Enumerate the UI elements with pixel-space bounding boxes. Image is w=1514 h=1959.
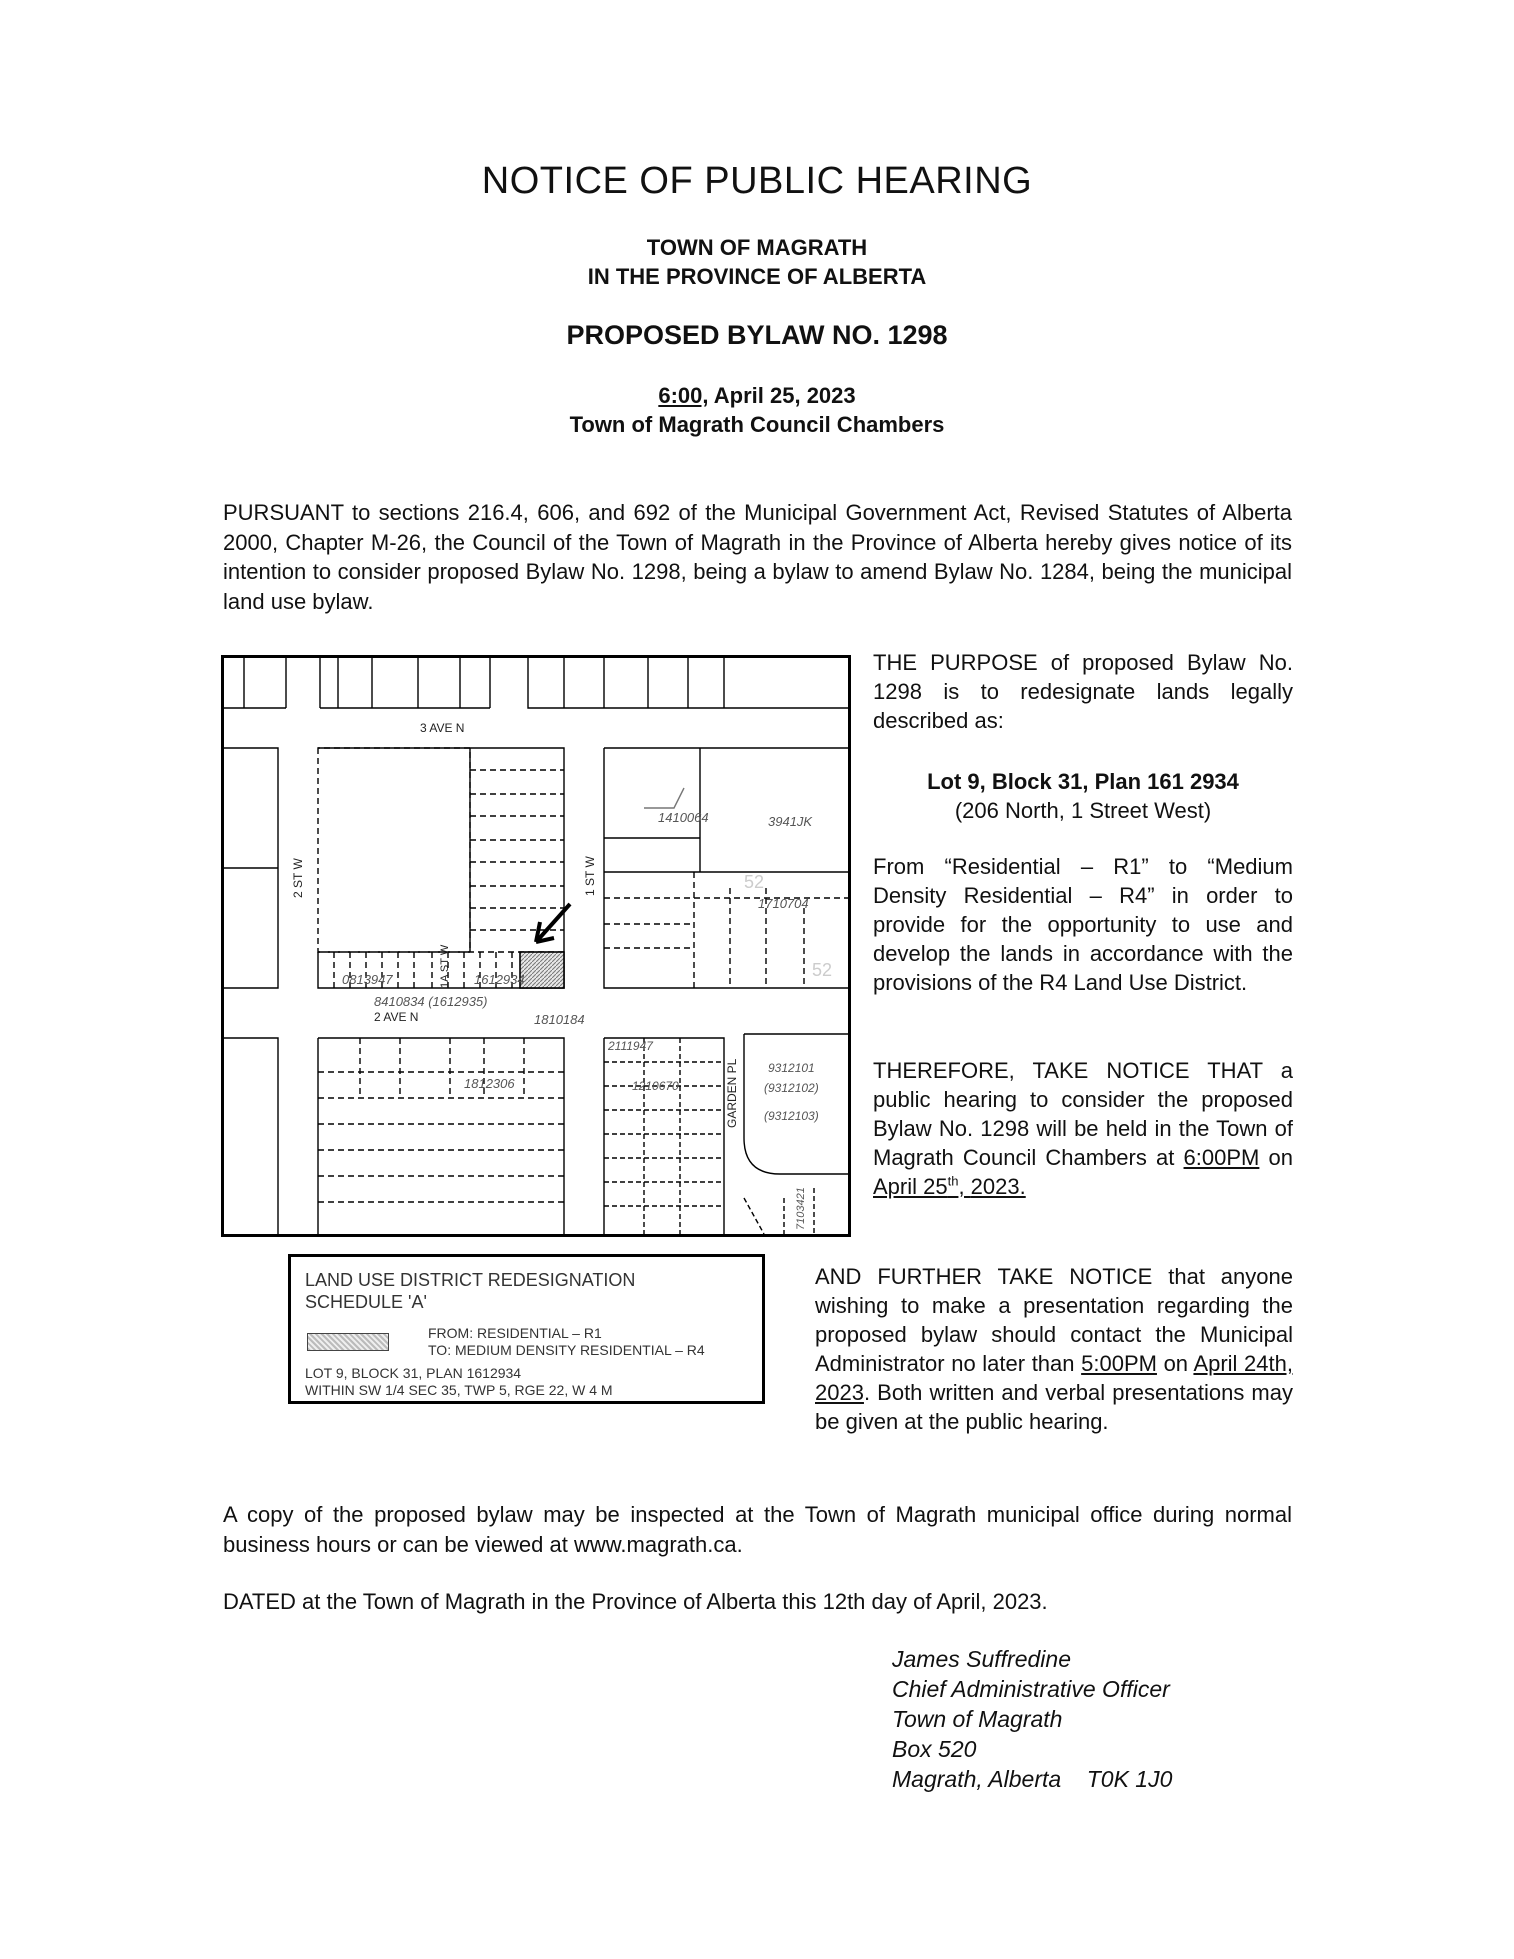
further-on: on	[1156, 1351, 1194, 1376]
further-text: AND FURTHER TAKE NOTICE that anyone wishing to make a presentation regarding the proposed bylaw should contact the Municipal Administrator no later than	[815, 1264, 1293, 1376]
intro-paragraph: PURSUANT to sections 216.4, 606, and 692 of the Municipal Government Act, Revised Statutes of Alberta 2000, Chapter M-26, the Council of the Town of Magrath in the Province of Alberta hereby gives notice of its intention to consider proposed Bylaw No. 1298, being a bylaw to amend Bylaw No. 1284, being the municipal land use bylaw.	[223, 500, 1292, 614]
hearing-date: April 25, 2023	[708, 383, 856, 408]
map-legend	[288, 1254, 765, 1404]
signatory-org: Town of Magrath	[892, 1706, 1063, 1732]
deadline-time: 5:00PM	[1081, 1351, 1157, 1376]
plan-number: 7103421	[795, 1187, 807, 1230]
signatory-role: Chief Administrative Officer	[892, 1676, 1170, 1702]
further-notice-paragraph	[815, 1262, 1293, 1436]
plan-number: 1210670	[632, 1079, 679, 1093]
street-label-2-ave-n: 2 AVE N	[374, 1010, 419, 1024]
lot-address: (206 North, 1 Street West)	[954, 798, 1212, 823]
plan-number: 0813947	[342, 972, 393, 987]
legend-lot: LOT 9, BLOCK 31, PLAN 1612934	[305, 1365, 522, 1381]
plan-number: 3941JK	[768, 814, 813, 829]
legend-hatch-swatch	[307, 1333, 389, 1351]
street-label-1a-st-w: 1A ST W	[439, 944, 451, 988]
site-map	[221, 655, 851, 1237]
therefore-text: THEREFORE, TAKE NOTICE THAT a public hearing to consider the proposed Bylaw No. 1298 will be held in the Town of Magrath Council Chambers at	[873, 1058, 1293, 1170]
province-name: IN THE PROVINCE OF ALBERTA	[587, 264, 927, 289]
site-map-drawing	[224, 658, 848, 1234]
subject-lot-arrow	[536, 904, 570, 942]
block-number: 52	[744, 872, 765, 892]
plan-number: 1710704	[758, 896, 809, 911]
street-label-3-ave-n: 3 AVE N	[420, 721, 465, 735]
therefore-on: on	[1259, 1145, 1293, 1170]
hearing-time-pm: 6:00PM	[1183, 1145, 1260, 1170]
plan-number: 1810184	[534, 1012, 585, 1027]
legend-title: LAND USE DISTRICT REDESIGNATION	[305, 1270, 636, 1290]
dated-paragraph: DATED at the Town of Magrath in the Province of Alberta this 12th day of April, 2023.	[223, 1589, 1048, 1614]
street-label-1-st-w: 1 ST W	[583, 856, 597, 896]
street-label-garden-pl: GARDEN PL	[725, 1058, 739, 1128]
notice-title: NOTICE OF PUBLIC HEARING	[481, 160, 1033, 202]
plan-number: 2111947	[608, 1039, 653, 1053]
plan-number: (9312102)	[764, 1081, 819, 1095]
deadline-date: April 24th, 2023	[815, 1351, 1293, 1405]
further-text-end: . Both written and verbal presentations may be given at the public hearing.	[815, 1380, 1293, 1434]
town-name: TOWN OF MAGRATH	[646, 235, 868, 260]
bylaw-heading: PROPOSED BYLAW NO. 1298	[566, 320, 948, 350]
plan-number: 8410834 (1612935)	[374, 994, 488, 1009]
hearing-datetime	[0, 381, 1514, 410]
plan-number: 1410064	[658, 810, 709, 825]
legend-within: WITHIN SW 1/4 SEC 35, TWP 5, RGE 22, W 4 M	[305, 1382, 613, 1398]
block-number: 52	[812, 960, 833, 980]
hearing-year: 2023.	[970, 1174, 1026, 1199]
legend-to: TO: MEDIUM DENSITY RESIDENTIAL – R4	[428, 1342, 705, 1358]
therefore-paragraph	[873, 1056, 1293, 1201]
hearing-date-day: April 25	[873, 1174, 948, 1199]
hearing-date-underlined: April 25th, 2023.	[873, 1173, 1026, 1199]
plan-number: 1812306	[464, 1076, 515, 1091]
copy-paragraph: A copy of the proposed bylaw may be inspected at the Town of Magrath municipal office during normal business hours or can be viewed at www.magrath.ca.	[223, 1502, 1292, 1557]
redesignation-text: From “Residential – R1” to “Medium Density Residential – R4” in order to provide for the opportunity to use and develop the lands in accordance with the provisions of the R4 Land Use District.	[873, 854, 1293, 995]
date-suffix: th	[947, 1173, 959, 1189]
plan-number: (9312103)	[764, 1109, 819, 1123]
purpose-text: THE PURPOSE of proposed Bylaw No. 1298 is to redesignate lands legally described as:	[873, 650, 1293, 733]
legend-from: FROM: RESIDENTIAL – R1	[428, 1325, 602, 1341]
street-label-2-st-w: 2 ST W	[291, 858, 305, 898]
plan-number: 9312101	[768, 1061, 815, 1075]
signatory-city: Magrath, Alberta T0K 1J0	[892, 1766, 1173, 1792]
signature-block	[892, 1644, 1172, 1794]
hearing-time: 6:00,	[658, 383, 709, 408]
legend-schedule: SCHEDULE 'A'	[305, 1292, 427, 1312]
lot-description: Lot 9, Block 31, Plan 161 2934	[927, 769, 1239, 794]
signatory-box: Box 520	[892, 1736, 977, 1762]
plan-number: 1612934	[474, 972, 525, 987]
hearing-venue: Town of Magrath Council Chambers	[569, 412, 945, 437]
signatory-name: James Suffredine	[892, 1646, 1071, 1672]
